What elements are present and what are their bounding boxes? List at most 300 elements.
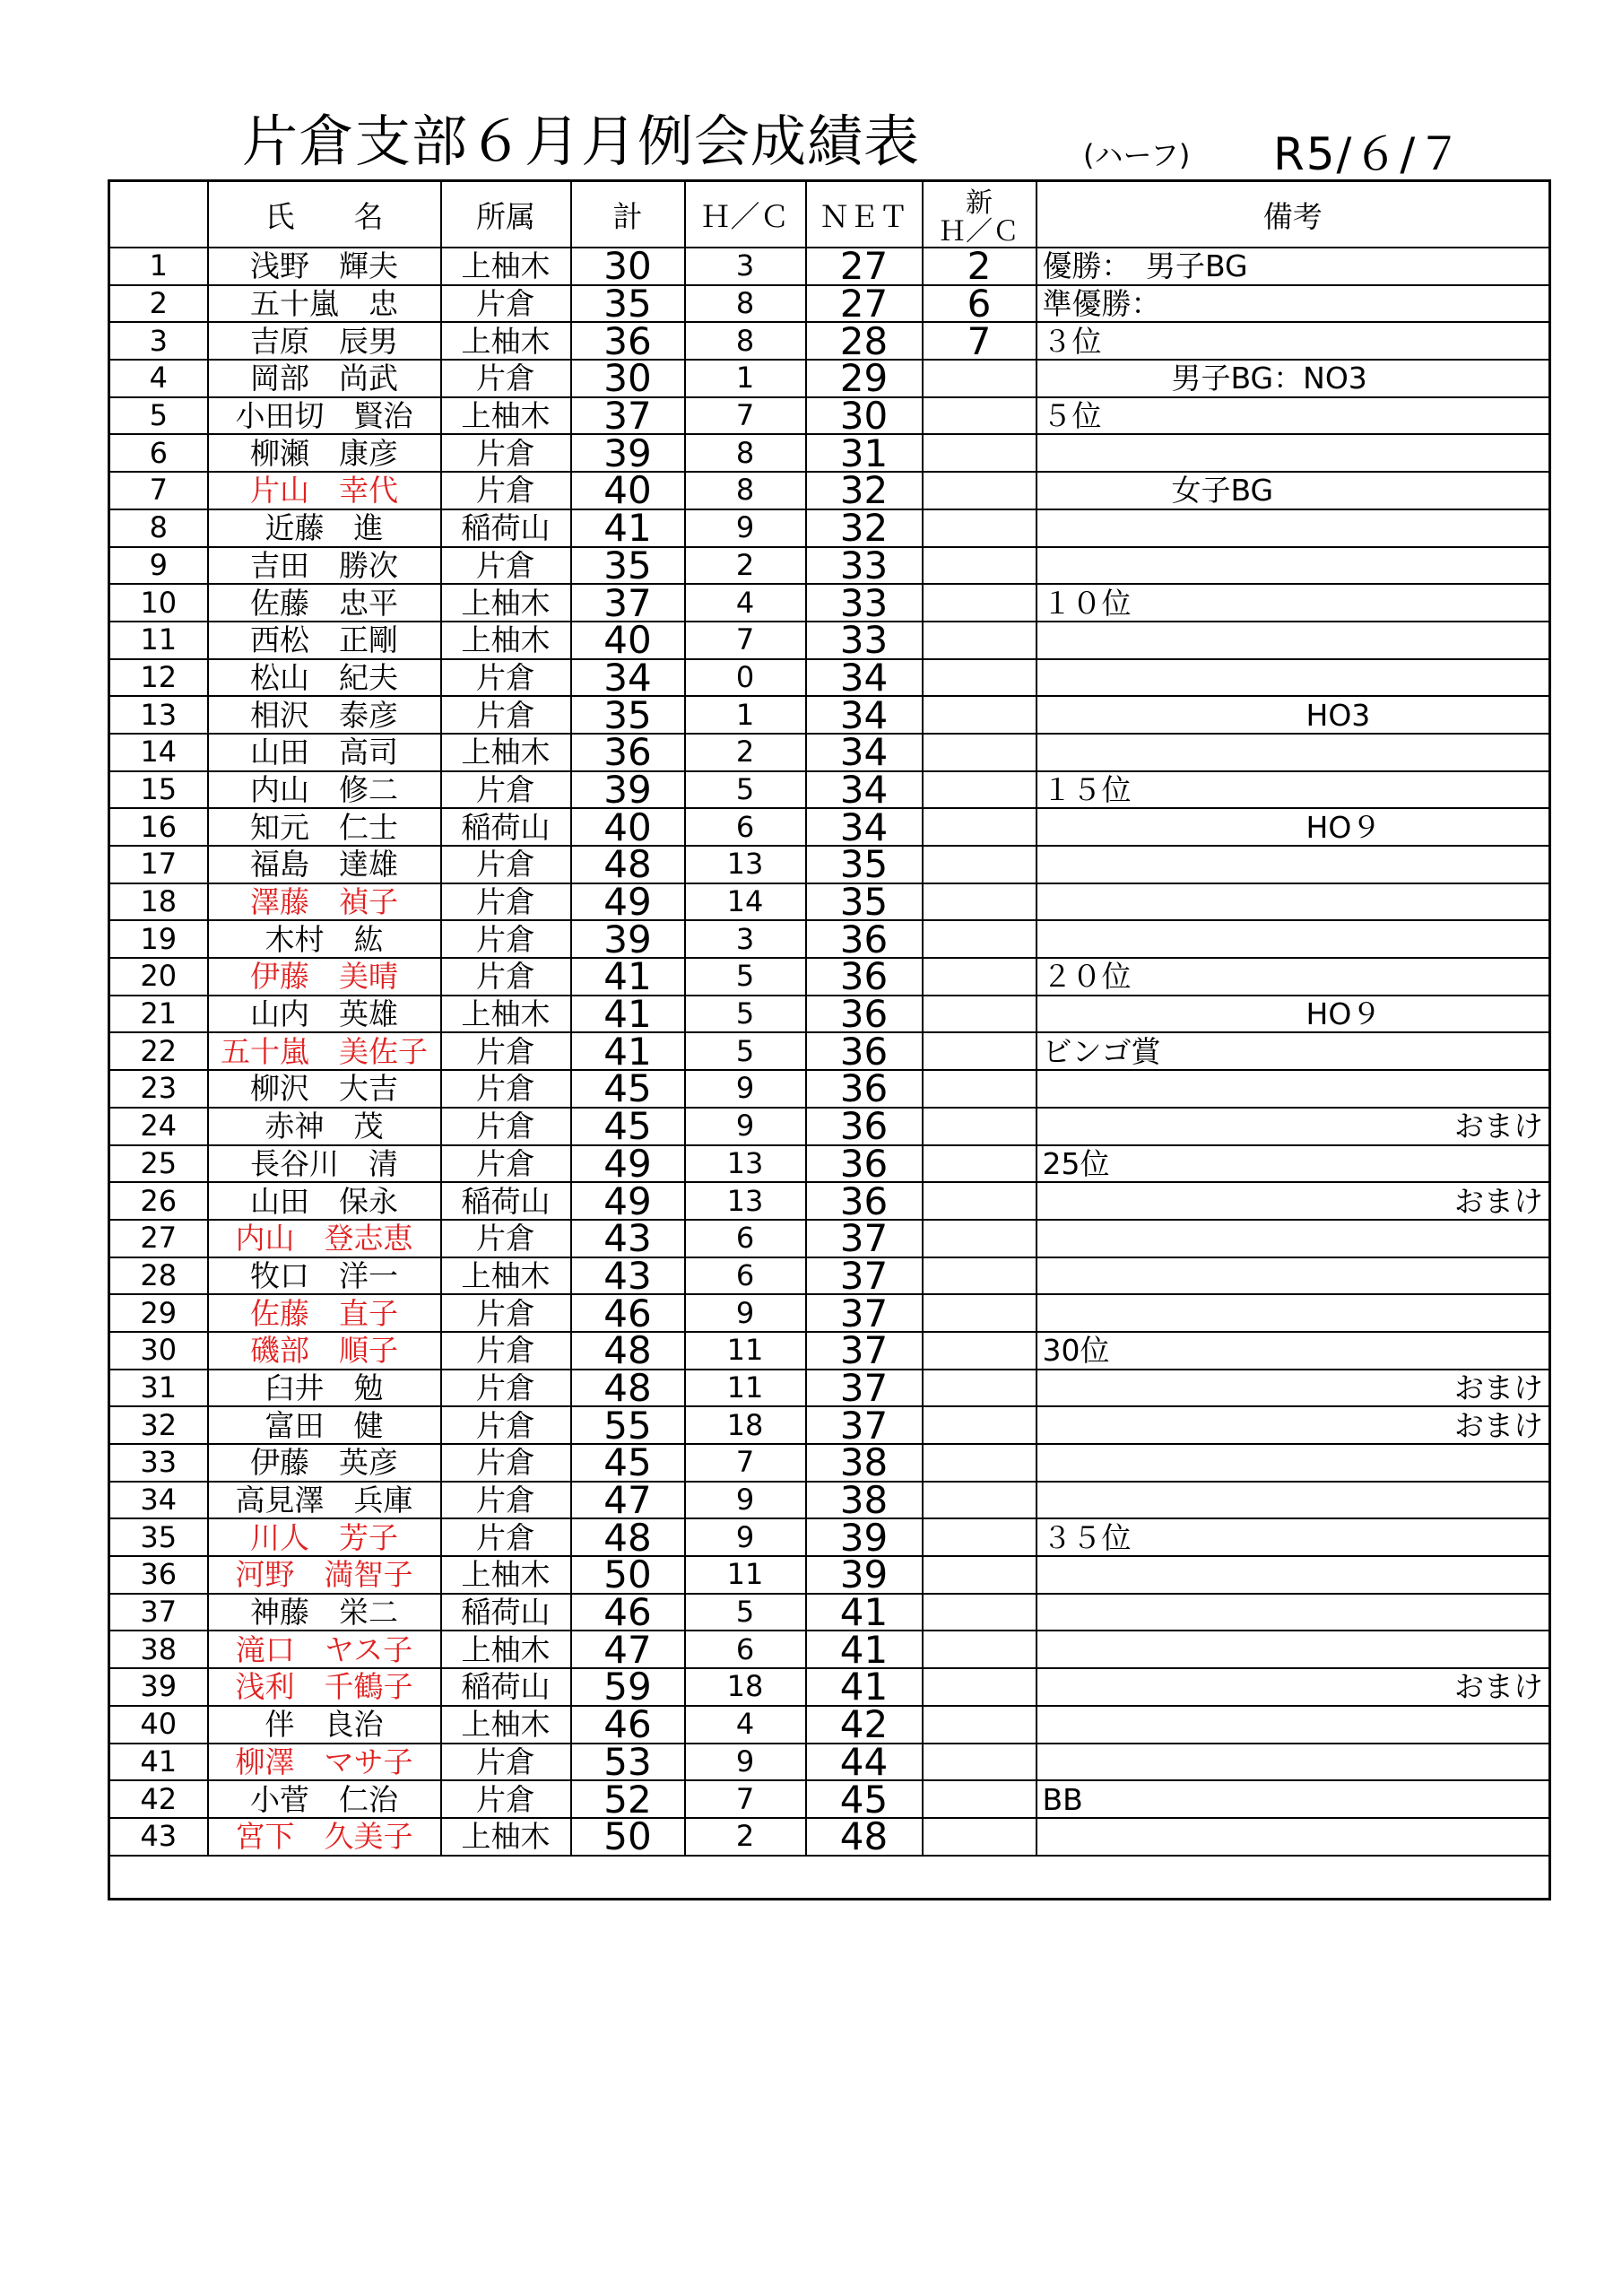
remark-cell: 男子BG：NO3 <box>1037 360 1550 397</box>
remark-cell <box>1037 1482 1550 1519</box>
table-row <box>109 1444 1550 1482</box>
net-score-cell: 37 <box>806 1370 923 1407</box>
club-cell: 片倉 <box>441 1780 571 1818</box>
table-row <box>109 958 1550 996</box>
net-score-cell: 37 <box>806 1220 923 1257</box>
blank-cell <box>109 1856 1550 1900</box>
net-score-cell: 41 <box>806 1594 923 1631</box>
club-cell: 片倉 <box>441 1332 571 1370</box>
rank-cell: 7 <box>109 472 208 509</box>
new-handicap-cell <box>923 846 1037 883</box>
rank-cell: 28 <box>109 1257 208 1295</box>
new-handicap-cell <box>923 1070 1037 1108</box>
gross-score-cell: 40 <box>571 622 685 659</box>
handicap-cell: 7 <box>685 397 806 435</box>
table-row <box>109 622 1550 659</box>
remark-cell <box>1037 1556 1550 1594</box>
handicap-cell: 3 <box>685 248 806 285</box>
new-handicap-cell <box>923 1108 1037 1145</box>
rank-cell: 13 <box>109 696 208 734</box>
remark-cell: おまけ <box>1037 1182 1550 1220</box>
new-handicap-cell <box>923 734 1037 771</box>
table-row <box>109 1518 1550 1556</box>
remark-cell <box>1037 1818 1550 1856</box>
club-cell: 稲荷山 <box>441 509 571 547</box>
gross-score-cell: 43 <box>571 1220 685 1257</box>
gross-score-cell: 49 <box>571 1145 685 1183</box>
club-cell: 上柚木 <box>441 1706 571 1744</box>
handicap-cell: 3 <box>685 920 806 958</box>
handicap-cell: 9 <box>685 1518 806 1556</box>
net-score-cell: 34 <box>806 696 923 734</box>
rank-cell: 22 <box>109 1032 208 1070</box>
new-handicap-cell <box>923 1370 1037 1407</box>
gross-score-cell: 36 <box>571 322 685 360</box>
table-row <box>109 1220 1550 1257</box>
remark-cell <box>1037 1257 1550 1295</box>
rank-cell: 20 <box>109 958 208 996</box>
remark-cell <box>1037 846 1550 883</box>
club-cell: 片倉 <box>441 1108 571 1145</box>
rank-cell: 39 <box>109 1668 208 1706</box>
new-handicap-cell <box>923 883 1037 921</box>
rank-cell: 11 <box>109 622 208 659</box>
club-cell: 片倉 <box>441 1070 571 1108</box>
remark-cell: 準優勝： <box>1037 285 1550 323</box>
rank-cell: 10 <box>109 584 208 622</box>
rank-cell: 38 <box>109 1631 208 1668</box>
net-score-cell: 41 <box>806 1668 923 1706</box>
name-cell: 河野 満智子 <box>208 1556 441 1594</box>
name-cell: 内山 登志恵 <box>208 1220 441 1257</box>
gross-score-cell: 45 <box>571 1070 685 1108</box>
table-row <box>109 472 1550 509</box>
remark-cell <box>1037 734 1550 771</box>
rank-cell: 5 <box>109 397 208 435</box>
handicap-cell: 6 <box>685 1220 806 1257</box>
table-row <box>109 1482 1550 1519</box>
gross-score-cell: 39 <box>571 920 685 958</box>
table-row <box>109 696 1550 734</box>
name-cell: 片山 幸代 <box>208 472 441 509</box>
club-cell: 片倉 <box>441 472 571 509</box>
net-score-cell: 36 <box>806 1108 923 1145</box>
table-row <box>109 1818 1550 1856</box>
new-handicap-cell <box>923 1518 1037 1556</box>
new-handicap-cell <box>923 547 1037 585</box>
handicap-cell: 7 <box>685 1780 806 1818</box>
handicap-cell: 13 <box>685 1182 806 1220</box>
name-cell: 高見澤 兵庫 <box>208 1482 441 1519</box>
remark-cell: ５位 <box>1037 397 1550 435</box>
new-handicap-cell <box>923 1220 1037 1257</box>
remark-cell <box>1037 920 1550 958</box>
name-cell: 五十嵐 忠 <box>208 285 441 323</box>
new-handicap-cell <box>923 696 1037 734</box>
net-score-cell: 48 <box>806 1818 923 1856</box>
handicap-cell: 11 <box>685 1332 806 1370</box>
table-row <box>109 808 1550 846</box>
table-row <box>109 509 1550 547</box>
new-handicap-cell <box>923 1818 1037 1856</box>
rank-cell: 21 <box>109 996 208 1033</box>
name-cell: 伊藤 美晴 <box>208 958 441 996</box>
table-row <box>109 1182 1550 1220</box>
gross-score-cell: 41 <box>571 996 685 1033</box>
gross-score-cell: 47 <box>571 1482 685 1519</box>
net-score-cell: 29 <box>806 360 923 397</box>
title-month: ６月 <box>468 109 582 174</box>
table-row <box>109 846 1550 883</box>
new-handicap-cell <box>923 360 1037 397</box>
table-row <box>109 1706 1550 1744</box>
remark-cell: １５位 <box>1037 771 1550 809</box>
rank-cell: 34 <box>109 1482 208 1519</box>
club-cell: 片倉 <box>441 1294 571 1332</box>
net-score-cell: 27 <box>806 285 923 323</box>
remark-cell: ビンゴ賞 <box>1037 1032 1550 1070</box>
gross-score-cell: 37 <box>571 584 685 622</box>
table-row <box>109 1370 1550 1407</box>
remark-cell: HO3 <box>1037 696 1550 734</box>
gross-score-cell: 50 <box>571 1556 685 1594</box>
name-cell: 浅野 輝夫 <box>208 248 441 285</box>
net-score-cell: 36 <box>806 920 923 958</box>
club-cell: 上柚木 <box>441 1556 571 1594</box>
new-handicap-cell <box>923 397 1037 435</box>
col-header-new-hc: 新 Ｈ／Ｃ <box>923 181 1037 248</box>
col-header-rank <box>109 181 208 248</box>
col-header-net: ＮＥＴ <box>806 181 923 248</box>
rank-cell: 31 <box>109 1370 208 1407</box>
handicap-cell: 8 <box>685 472 806 509</box>
new-handicap-cell <box>923 434 1037 472</box>
gross-score-cell: 40 <box>571 472 685 509</box>
club-cell: 稲荷山 <box>441 1182 571 1220</box>
table-row <box>109 1070 1550 1108</box>
gross-score-cell: 48 <box>571 1370 685 1407</box>
table-row <box>109 322 1550 360</box>
results-body <box>109 248 1550 1899</box>
handicap-cell: 2 <box>685 734 806 771</box>
name-cell: 宮下 久美子 <box>208 1818 441 1856</box>
net-score-cell: 44 <box>806 1744 923 1781</box>
handicap-cell: 1 <box>685 696 806 734</box>
name-cell: 臼井 勉 <box>208 1370 441 1407</box>
new-handicap-cell <box>923 1594 1037 1631</box>
net-score-cell: 32 <box>806 509 923 547</box>
handicap-cell: 4 <box>685 584 806 622</box>
name-cell: 松山 紀夫 <box>208 659 441 697</box>
net-score-cell: 38 <box>806 1444 923 1482</box>
new-handicap-cell <box>923 1668 1037 1706</box>
net-score-cell: 30 <box>806 397 923 435</box>
name-cell: 吉原 辰男 <box>208 322 441 360</box>
gross-score-cell: 46 <box>571 1706 685 1744</box>
handicap-cell: 6 <box>685 808 806 846</box>
title-prefix: 片倉支部 <box>242 109 469 174</box>
new-handicap-cell <box>923 771 1037 809</box>
remark-cell <box>1037 434 1550 472</box>
new-handicap-cell <box>923 1744 1037 1781</box>
handicap-cell: 9 <box>685 1744 806 1781</box>
name-cell: 長谷川 清 <box>208 1145 441 1183</box>
table-row <box>109 883 1550 921</box>
gross-score-cell: 50 <box>571 1818 685 1856</box>
new-handicap-cell <box>923 1032 1037 1070</box>
club-cell: 上柚木 <box>441 1631 571 1668</box>
remark-cell <box>1037 547 1550 585</box>
rank-cell: 8 <box>109 509 208 547</box>
name-cell: 柳澤 マサ子 <box>208 1744 441 1781</box>
club-cell: 片倉 <box>441 920 571 958</box>
net-score-cell: 45 <box>806 1780 923 1818</box>
handicap-cell: 5 <box>685 996 806 1033</box>
rank-cell: 43 <box>109 1818 208 1856</box>
net-score-cell: 36 <box>806 1032 923 1070</box>
table-row <box>109 659 1550 697</box>
net-score-cell: 36 <box>806 958 923 996</box>
name-cell: 佐藤 直子 <box>208 1294 441 1332</box>
gross-score-cell: 53 <box>571 1744 685 1781</box>
club-cell: 片倉 <box>441 547 571 585</box>
name-cell: 浅利 千鶴子 <box>208 1668 441 1706</box>
name-cell: 小田切 賢治 <box>208 397 441 435</box>
handicap-cell: 8 <box>685 322 806 360</box>
club-cell: 片倉 <box>441 1220 571 1257</box>
gross-score-cell: 59 <box>571 1668 685 1706</box>
table-row <box>109 1631 1550 1668</box>
table-row <box>109 1594 1550 1631</box>
gross-score-cell: 49 <box>571 883 685 921</box>
rank-cell: 27 <box>109 1220 208 1257</box>
new-handicap-cell <box>923 659 1037 697</box>
new-handicap-cell: 6 <box>923 285 1037 323</box>
club-cell: 片倉 <box>441 1482 571 1519</box>
table-row <box>109 1332 1550 1370</box>
name-cell: 内山 修二 <box>208 771 441 809</box>
club-cell: 片倉 <box>441 1145 571 1183</box>
remark-cell: ３位 <box>1037 322 1550 360</box>
gross-score-cell: 30 <box>571 360 685 397</box>
handicap-cell: 2 <box>685 1818 806 1856</box>
rank-cell: 35 <box>109 1518 208 1556</box>
name-cell: 柳瀬 康彦 <box>208 434 441 472</box>
net-score-cell: 39 <box>806 1556 923 1594</box>
handicap-cell: 8 <box>685 434 806 472</box>
table-row <box>109 1744 1550 1781</box>
handicap-cell: 18 <box>685 1406 806 1444</box>
remark-cell: 優勝： 男子BG <box>1037 248 1550 285</box>
rank-cell: 9 <box>109 547 208 585</box>
rank-cell: 42 <box>109 1780 208 1818</box>
handicap-cell: 9 <box>685 1070 806 1108</box>
new-handicap-cell <box>923 1145 1037 1183</box>
gross-score-cell: 39 <box>571 771 685 809</box>
remark-cell: ３５位 <box>1037 1518 1550 1556</box>
gross-score-cell: 43 <box>571 1257 685 1295</box>
net-score-cell: 38 <box>806 1482 923 1519</box>
handicap-cell: 7 <box>685 622 806 659</box>
col-header-hc: Ｈ／Ｃ <box>685 181 806 248</box>
net-score-cell: 34 <box>806 808 923 846</box>
remark-cell: 30位 <box>1037 1332 1550 1370</box>
handicap-cell: 8 <box>685 285 806 323</box>
name-cell: 佐藤 忠平 <box>208 584 441 622</box>
net-score-cell: 39 <box>806 1518 923 1556</box>
club-cell: 片倉 <box>441 1032 571 1070</box>
club-cell: 片倉 <box>441 771 571 809</box>
club-cell: 片倉 <box>441 1370 571 1407</box>
club-cell: 片倉 <box>441 1518 571 1556</box>
club-cell: 片倉 <box>441 1444 571 1482</box>
net-score-cell: 42 <box>806 1706 923 1744</box>
rank-cell: 16 <box>109 808 208 846</box>
club-cell: 上柚木 <box>441 1257 571 1295</box>
net-score-cell: 33 <box>806 584 923 622</box>
table-row <box>109 734 1550 771</box>
remark-cell: 女子BG <box>1037 472 1550 509</box>
new-handicap-cell <box>923 1556 1037 1594</box>
name-cell: 西松 正剛 <box>208 622 441 659</box>
table-row <box>109 1668 1550 1706</box>
col-header-name: 氏 名 <box>208 181 441 248</box>
rank-cell: 40 <box>109 1706 208 1744</box>
remark-cell <box>1037 1294 1550 1332</box>
table-row <box>109 771 1550 809</box>
net-score-cell: 33 <box>806 547 923 585</box>
club-cell: 上柚木 <box>441 996 571 1033</box>
club-cell: 上柚木 <box>441 248 571 285</box>
name-cell: 木村 紘 <box>208 920 441 958</box>
handicap-cell: 6 <box>685 1257 806 1295</box>
table-row <box>109 996 1550 1033</box>
new-handicap-cell <box>923 1294 1037 1332</box>
handicap-cell: 18 <box>685 1668 806 1706</box>
net-score-cell: 37 <box>806 1257 923 1295</box>
remark-cell <box>1037 1220 1550 1257</box>
new-handicap-cell <box>923 1780 1037 1818</box>
handicap-cell: 9 <box>685 509 806 547</box>
name-cell: 澤藤 禎子 <box>208 883 441 921</box>
table-row <box>109 360 1550 397</box>
remark-cell <box>1037 1070 1550 1108</box>
remark-cell <box>1037 1744 1550 1781</box>
name-cell: 知元 仁士 <box>208 808 441 846</box>
page-title <box>242 106 920 178</box>
remark-cell <box>1037 659 1550 697</box>
new-handicap-cell: 2 <box>923 248 1037 285</box>
new-handicap-cell <box>923 1332 1037 1370</box>
gross-score-cell: 52 <box>571 1780 685 1818</box>
name-cell: 山田 高司 <box>208 734 441 771</box>
rank-cell: 26 <box>109 1182 208 1220</box>
table-row <box>109 434 1550 472</box>
remark-cell <box>1037 883 1550 921</box>
new-handicap-cell <box>923 1482 1037 1519</box>
table-row <box>109 248 1550 285</box>
rank-cell: 14 <box>109 734 208 771</box>
name-cell: 五十嵐 美佐子 <box>208 1032 441 1070</box>
remark-cell: おまけ <box>1037 1108 1550 1145</box>
gross-score-cell: 48 <box>571 1332 685 1370</box>
gross-score-cell: 45 <box>571 1108 685 1145</box>
name-cell: 伊藤 英彦 <box>208 1444 441 1482</box>
gross-score-cell: 34 <box>571 659 685 697</box>
name-cell: 赤神 茂 <box>208 1108 441 1145</box>
handicap-cell: 4 <box>685 1706 806 1744</box>
rank-cell: 3 <box>109 322 208 360</box>
gross-score-cell: 41 <box>571 509 685 547</box>
net-score-cell: 34 <box>806 771 923 809</box>
net-score-cell: 32 <box>806 472 923 509</box>
handicap-cell: 11 <box>685 1556 806 1594</box>
club-cell: 片倉 <box>441 958 571 996</box>
new-handicap-cell <box>923 996 1037 1033</box>
gross-score-cell: 47 <box>571 1631 685 1668</box>
new-handicap-cell <box>923 1444 1037 1482</box>
name-cell: 福島 達雄 <box>208 846 441 883</box>
gross-score-cell: 35 <box>571 696 685 734</box>
name-cell: 柳沢 大吉 <box>208 1070 441 1108</box>
handicap-cell: 9 <box>685 1108 806 1145</box>
remark-cell <box>1037 1631 1550 1668</box>
new-handicap-cell <box>923 584 1037 622</box>
new-handicap-cell <box>923 1182 1037 1220</box>
name-cell: 岡部 尚武 <box>208 360 441 397</box>
net-score-cell: 28 <box>806 322 923 360</box>
gross-score-cell: 46 <box>571 1294 685 1332</box>
new-handicap-cell <box>923 920 1037 958</box>
remark-cell: １０位 <box>1037 584 1550 622</box>
club-cell: 片倉 <box>441 1744 571 1781</box>
handicap-cell: 2 <box>685 547 806 585</box>
gross-score-cell: 35 <box>571 547 685 585</box>
net-score-cell: 34 <box>806 659 923 697</box>
rank-cell: 4 <box>109 360 208 397</box>
new-handicap-cell <box>923 958 1037 996</box>
handicap-cell: 9 <box>685 1294 806 1332</box>
club-cell: 片倉 <box>441 1406 571 1444</box>
handicap-cell: 0 <box>685 659 806 697</box>
name-cell: 磯部 順子 <box>208 1332 441 1370</box>
club-cell: 上柚木 <box>441 622 571 659</box>
club-cell: 上柚木 <box>441 397 571 435</box>
new-handicap-cell <box>923 472 1037 509</box>
table-row <box>109 584 1550 622</box>
rank-cell: 32 <box>109 1406 208 1444</box>
rank-cell: 19 <box>109 920 208 958</box>
col-header-club: 所属 <box>441 181 571 248</box>
handicap-cell: 11 <box>685 1370 806 1407</box>
rank-cell: 1 <box>109 248 208 285</box>
name-cell: 伴 良治 <box>208 1706 441 1744</box>
club-cell: 片倉 <box>441 883 571 921</box>
gross-score-cell: 40 <box>571 808 685 846</box>
remark-cell <box>1037 509 1550 547</box>
handicap-cell: 13 <box>685 1145 806 1183</box>
table-row <box>109 1780 1550 1818</box>
gross-score-cell: 41 <box>571 958 685 996</box>
new-handicap-cell <box>923 509 1037 547</box>
club-cell: 上柚木 <box>441 734 571 771</box>
gross-score-cell: 35 <box>571 285 685 323</box>
new-handicap-cell <box>923 1406 1037 1444</box>
new-handicap-cell <box>923 1257 1037 1295</box>
rank-cell: 2 <box>109 285 208 323</box>
net-score-cell: 33 <box>806 622 923 659</box>
handicap-cell: 1 <box>685 360 806 397</box>
